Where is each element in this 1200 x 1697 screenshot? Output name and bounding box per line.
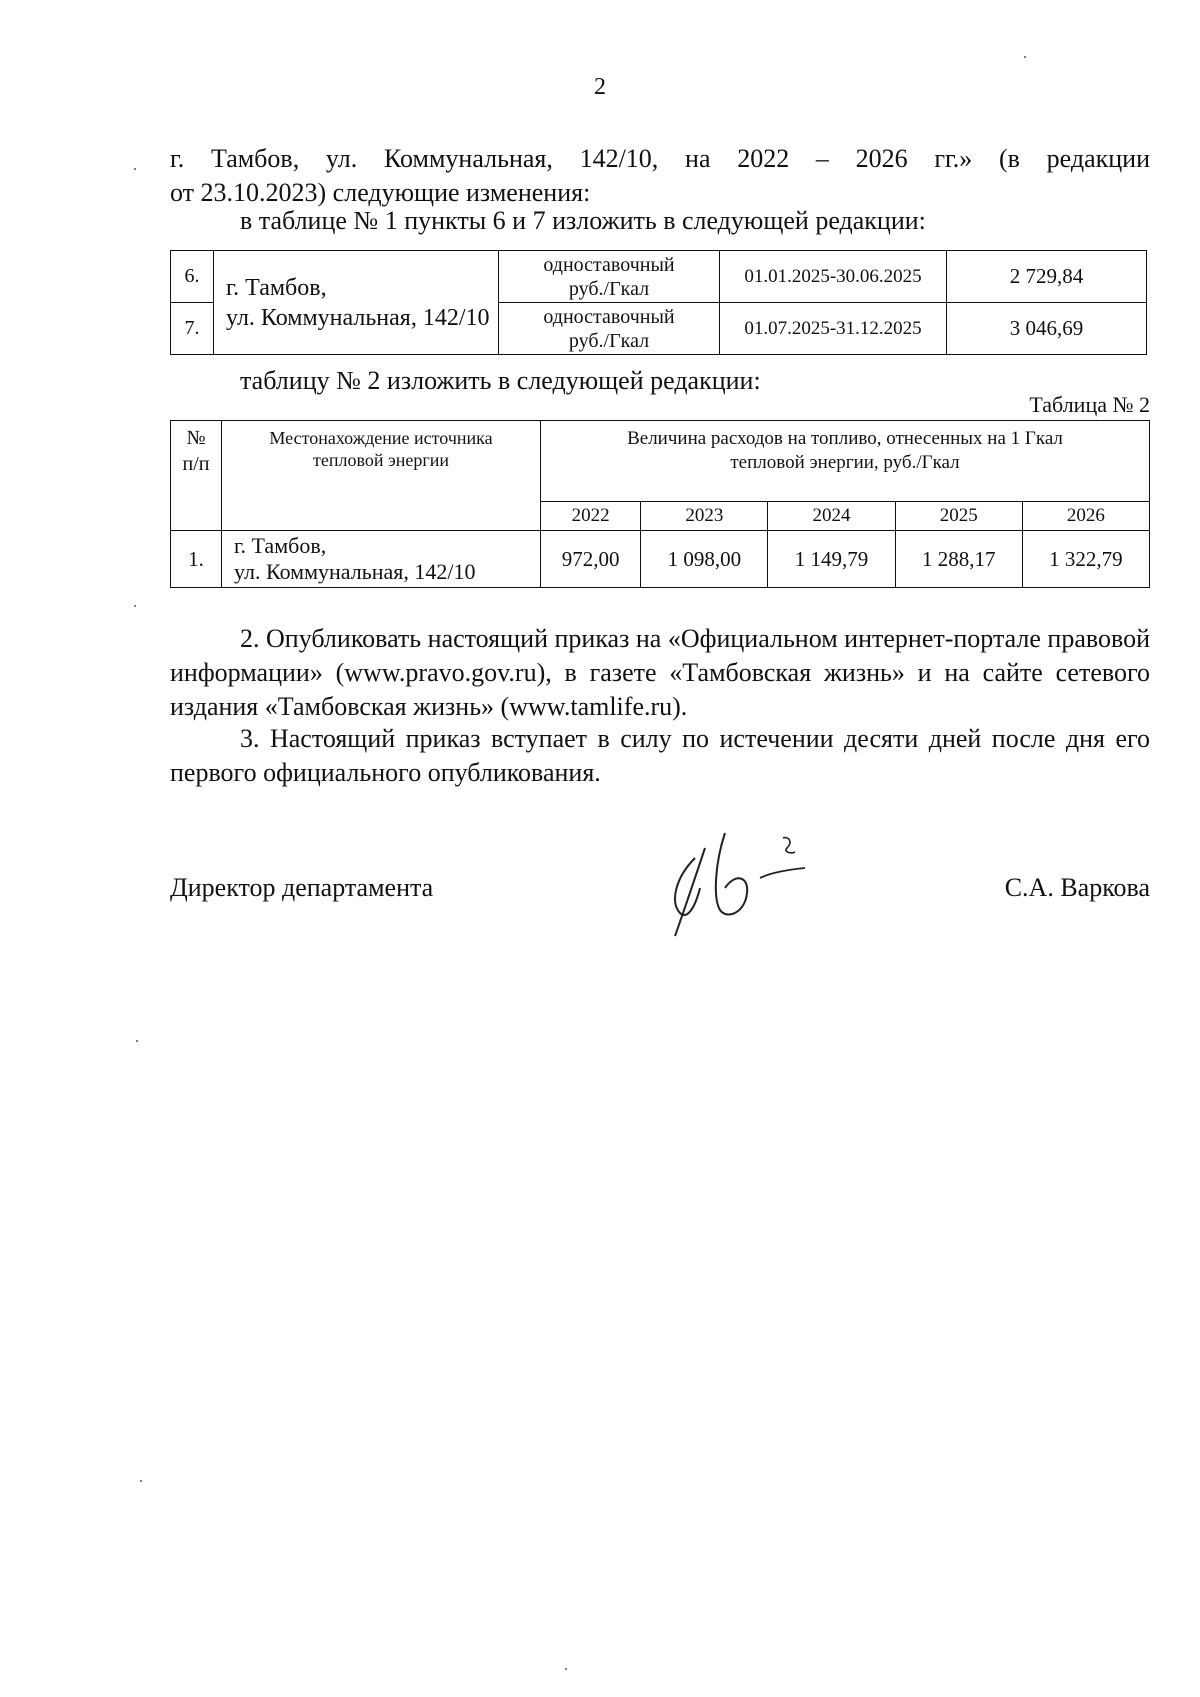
handwritten-signature [665, 828, 825, 938]
tariff-unit: руб./Гкал [568, 277, 650, 300]
tariff-kind-cell [499, 303, 720, 355]
tariff-kind: одноставочный [543, 305, 675, 328]
address-line-2: ул. Коммунальная, 142/10 [226, 304, 490, 331]
row-number: 6. [171, 251, 214, 303]
scan-speck [565, 1668, 567, 1670]
period-cell: 01.07.2025-31.12.2025 [720, 303, 947, 355]
header-location-line-2: тепловой энергии [313, 450, 449, 470]
address-line-1: г. Тамбов, [226, 274, 327, 301]
period-cell: 01.01.2025-30.06.2025 [720, 251, 947, 303]
header-number [171, 421, 222, 531]
value-cell: 1 098,00 [641, 531, 768, 588]
tariff-unit: руб./Гкал [568, 329, 650, 352]
table-1 [170, 250, 1147, 355]
location-cell [222, 531, 541, 588]
year-header: 2023 [641, 502, 768, 531]
row-number: 7. [171, 303, 214, 355]
value-cell: 1 322,79 [1022, 531, 1149, 588]
value-cell: 1 149,79 [768, 531, 895, 588]
header-location [222, 421, 541, 531]
table1-intro: в таблице № 1 пункты 6 и 7 изложить в следующей редакции: [240, 206, 926, 235]
table-2 [170, 420, 1150, 588]
header-expense-line-2: тепловой энергии, руб./Гкал [730, 452, 960, 473]
table-header-row [171, 421, 1150, 502]
location-line-2: ул. Коммунальная, 142/10 [234, 559, 476, 584]
table2-caption: Таблица № 2 [1029, 392, 1150, 417]
scan-speck [136, 1040, 138, 1042]
intro-paragraph [170, 142, 1150, 210]
table-row [171, 531, 1150, 588]
year-header: 2026 [1022, 502, 1149, 531]
value-cell: 972,00 [541, 531, 641, 588]
header-number-line-2: п/п [182, 453, 210, 475]
address-cell [214, 251, 499, 355]
paragraph-effective-date: 3. Настоящий приказ вступает в силу по истечении десяти дней после дня его первого официального опубликования. [170, 724, 1150, 787]
table-row [171, 251, 1147, 303]
value-cell: 3 046,69 [947, 303, 1147, 355]
location-line-1: г. Тамбов, [234, 533, 327, 558]
value-cell: 2 729,84 [947, 251, 1147, 303]
year-header: 2024 [768, 502, 895, 531]
page-number: 2 [594, 74, 606, 100]
header-location-line-1: Местонахождение источника [269, 428, 493, 448]
header-expense-line-1: Величина расходов на топливо, отнесенных на 1 Гкал [627, 428, 1063, 449]
scan-speck [134, 605, 136, 607]
intro-line-1: г. Тамбов, ул. Коммунальная, 142/10, на 2022 – 2026 гг.» (в редакции [170, 144, 1150, 173]
tariff-kind: одноставочный [543, 253, 675, 276]
scan-speck [1024, 56, 1026, 58]
signatory-name: С.А. Варкова [1004, 873, 1150, 902]
year-header: 2022 [541, 502, 641, 531]
scan-speck [140, 1480, 142, 1482]
scan-speck [134, 168, 136, 170]
paragraph-publication: 2. Опубликовать настоящий приказ на «Официальном интернет-портале правовой информации» (www.pravo.gov.ru), в газете «Тамбовская жизнь» и на сайте сетевого издания «Тамбовская жизнь» (www.tamlife.ru). [170, 624, 1150, 721]
signatory-title: Директор департамента [170, 873, 434, 902]
value-cell: 1 288,17 [895, 531, 1022, 588]
table2-intro: таблицу № 2 изложить в следующей редакции: [240, 366, 761, 395]
year-header: 2025 [895, 502, 1022, 531]
header-number-line-1: № [186, 427, 206, 449]
row-number: 1. [171, 531, 222, 588]
header-expense [541, 421, 1150, 502]
intro-line-2: от 23.10.2023) следующие изменения: [170, 178, 591, 207]
tariff-kind-cell [499, 251, 720, 303]
